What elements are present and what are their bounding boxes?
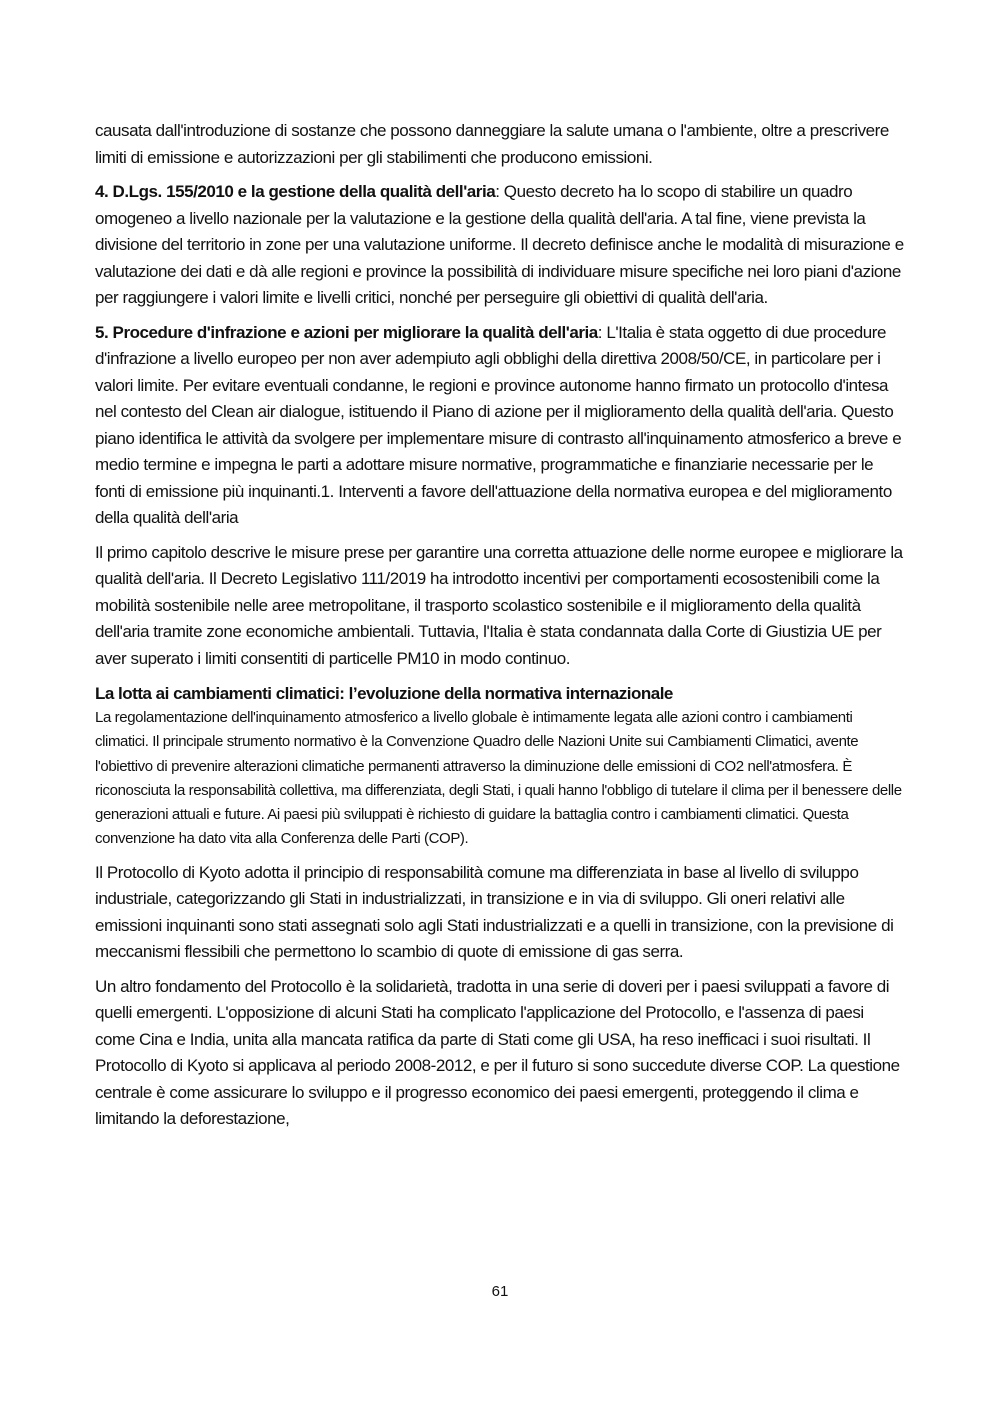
- paragraph-text: : Questo decreto ha lo scopo di stabilire un quadro omogeneo a livello nazionale per la valutazione e la gestione della qualità dell'aria. A tal fine, viene prevista la divisione del territorio in zone per una valutazione uniforme. Il decreto definisce anche le modalità di misurazione e valutazione dei dati e dà alle regioni e province la possibilità di individuare misure specifiche nei loro piani d'azione per raggiungere i valori limite e livelli critici, nonché per perseguire gli obiettivi di qualità dell'aria.: [95, 182, 904, 307]
- paragraph-infraction-procedures: [95, 320, 907, 532]
- paragraph-heading: 5. Procedure d'infrazione e azioni per migliorare la qualità dell'aria: [95, 322, 598, 342]
- subsection-title: La lotta ai cambiamenti climatici: l’evoluzione della normativa internazionale: [95, 684, 673, 703]
- paragraph-first-chapter: [95, 540, 907, 673]
- paragraph-heading: 4. D.Lgs. 155/2010 e la gestione della qualità dell'aria: [95, 182, 496, 201]
- page-number: 61: [491, 1283, 509, 1300]
- paragraph-dlgs-155-2010: [95, 179, 907, 312]
- document-page: [95, 118, 907, 1141]
- subsection-text: La regolamentazione dell'inquinamento atmosferico a livello globale è intimamente legata alle azioni contro i cambiamenti climatici. Il principale strumento normativo è la Convenzione Quadro delle Nazioni Unite sui Cambiamenti Climatici, avente l'obiettivo di prevenire alterazioni climatiche permanenti attraverso la diminuzione delle emissioni di CO2 nell'atmosfera. È riconosciuta la responsabilità collettiva, ma differenziata, degli Stati, i quali hanno l'obbligo di tutelare il clima per il benessere delle generazioni attuali e future. Ai paesi più sviluppati è richiesto di guidare la battaglia contro i cambiamenti climatici. Questa convenzione ha dato vita alla Conferenza delle Parti (COP).: [95, 709, 902, 848]
- paragraph-text: Il primo capitolo descrive le misure prese per garantire una corretta attuazione delle norme europee e migliorare la qualità dell'aria. Il Decreto Legislativo 111/2019 ha introdotto incentivi per comportamenti ecosostenibili come la mobilità sostenibile nelle aree metropolitane, il trasporto scolastico sostenibile e il miglioramento della qualità dell'aria tramite zone economiche ambientali. Tuttavia, l'Italia è stata condannata dalla Corte di Giustizia UE per aver superato i limiti consentiti di particelle PM10 in modo continuo.: [95, 542, 903, 668]
- paragraph-continuation: [95, 118, 907, 171]
- paragraph-kyoto-protocol: Il Protocollo di Kyoto adotta il principio di responsabilità comune ma differenziata in base al livello di sviluppo industriale, categorizzando gli Stati in industrializzati, in transizione e in via di sviluppo. Gli oneri relativi alle emissioni inquinanti sono stati assegnati solo agli Stati industrializzati e a quelli in transizione, con la previsione di meccanismi flessibili che permettono lo scambio di quote di emissione di gas serra.: [95, 862, 894, 962]
- paragraph-text: causata dall'introduzione di sostanze che possono danneggiare la salute umana o l'ambiente, oltre a prescrivere limiti di emissione e autorizzazioni per gli stabilimenti che producono emissioni.: [95, 121, 889, 167]
- paragraph-protocol-solidarity: Un altro fondamento del Protocollo è la solidarietà, tradotta in una serie di doveri per i paesi sviluppati a favore di quelli emergenti. L'opposizione di alcuni Stati ha complicato l'applicazione del Protocollo, e l'assenza di paesi come Cina e India, unita alla mancata ratifica da parte di Stati come gli USA, ha reso inefficaci i suoi risultati. Il Protocollo di Kyoto si applicava al periodo 2008-2012, e per il futuro si sono succedute diverse COP. La questione centrale è come assicurare lo sviluppo e il progresso economico dei paesi emergenti, proteggendo il clima e limitando la deforestazione,: [95, 976, 900, 1129]
- paragraph-text: : L'Italia è stata oggetto di due procedure d'infrazione a livello europeo per non aver adempiuto agli obblighi della direttiva 2008/50/CE, in particolare per i valori limite. Per evitare eventuali condanne, le regioni e province autonome hanno firmato un protocollo d'intesa nel contesto del Clean air dialogue, istituendo il Piano di azione per il miglioramento della qualità dell'aria. Questo piano identifica le attività da svolgere per implementare misure di contrasto all'inquinamento atmosferico a breve e medio termine e impegna le parti a adottare misure normative, programmatiche e finanziarie necessarie per le fonti di emissione più inquinanti.1. Interventi a favore dell'attuazione della normativa europea e del miglioramento della qualità dell'aria: [95, 322, 902, 527]
